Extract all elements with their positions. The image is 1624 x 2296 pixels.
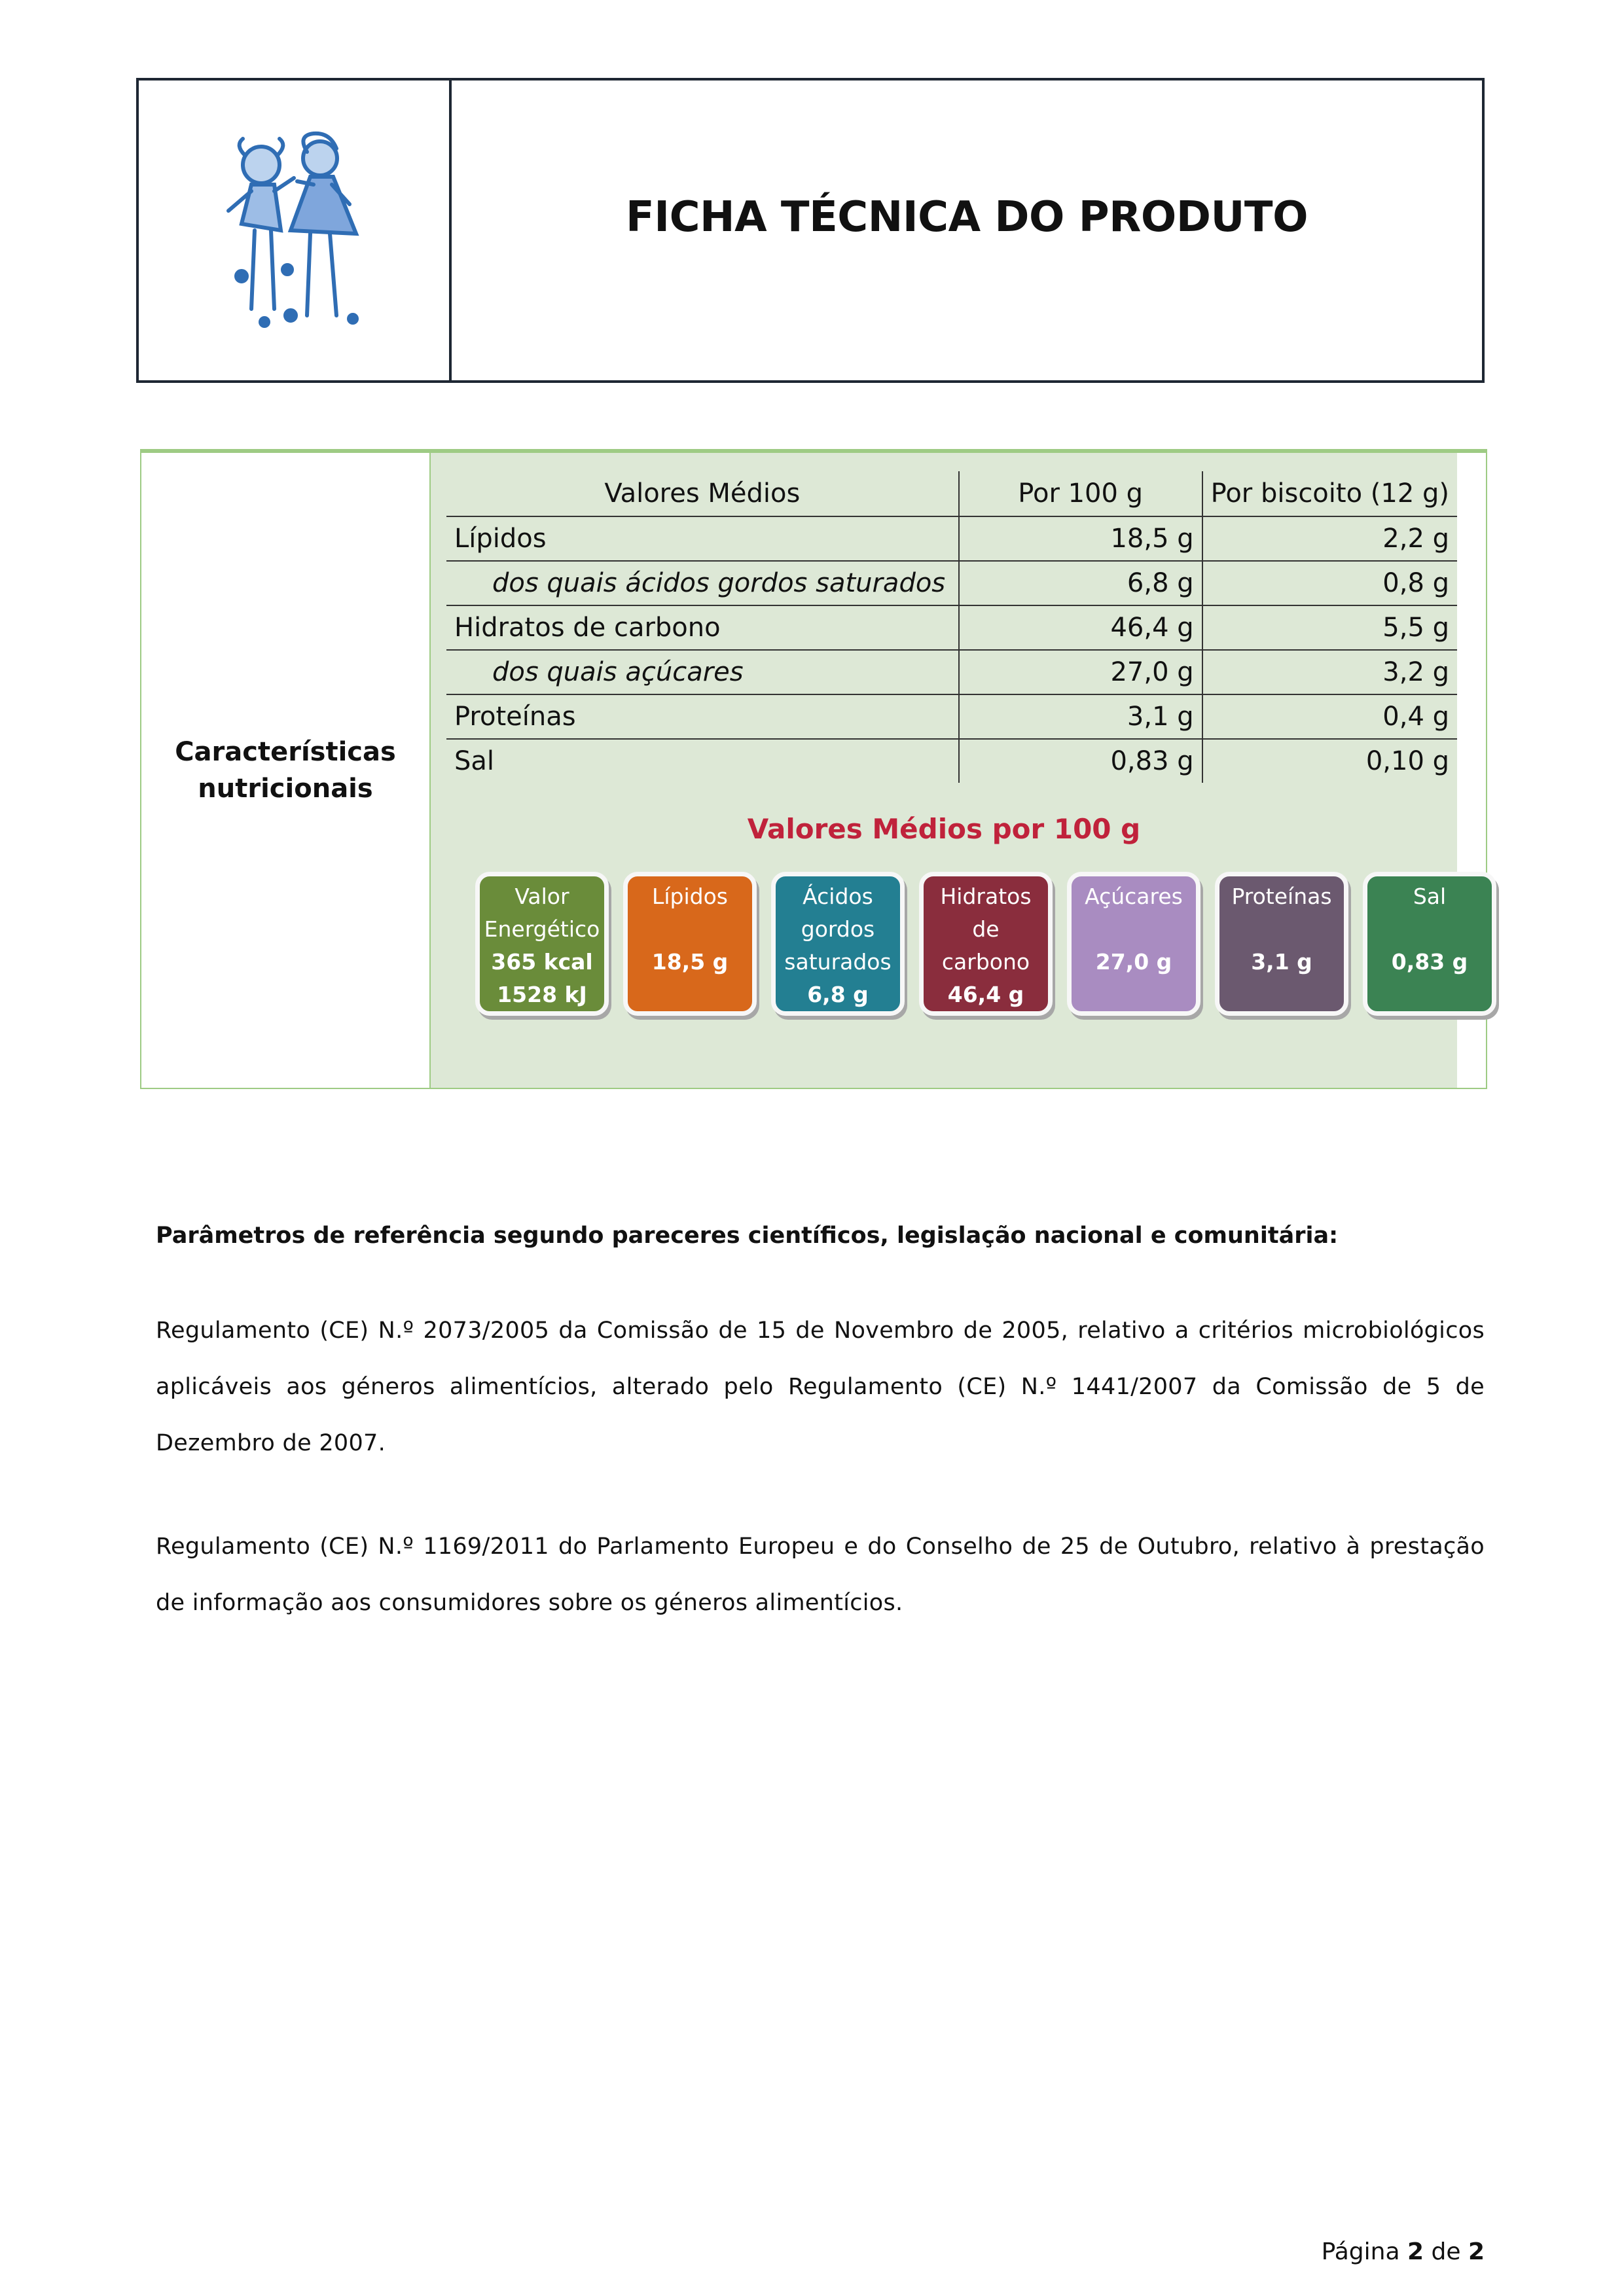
- badge-value: 27,0 g: [1095, 949, 1172, 975]
- nutrition-label-cell: [141, 453, 431, 1088]
- value-per-unit: 3,2 g: [1202, 650, 1457, 694]
- badge-value: 1528 kJ: [497, 982, 587, 1007]
- nutrient-name: Hidratos de carbono: [446, 605, 959, 650]
- badge-carbohydrates: [919, 872, 1053, 1016]
- value-per-100g: 0,83 g: [959, 739, 1202, 783]
- table-row: [446, 605, 1457, 650]
- table-row: [446, 561, 1457, 605]
- table-header-row: [446, 471, 1457, 516]
- page-footer: [1322, 2238, 1485, 2265]
- badge-value: 3,1 g: [1251, 949, 1312, 975]
- nutrition-label: Características nutricionais: [175, 737, 396, 804]
- value-per-100g: 27,0 g: [959, 650, 1202, 694]
- nutrient-name: dos quais açúcares: [446, 650, 959, 694]
- badge-sugars: [1067, 872, 1200, 1016]
- badge-energy: [475, 872, 609, 1016]
- document-title: FICHA TÉCNICA DO PRODUTO: [626, 193, 1308, 242]
- badge-label: Lípidos: [652, 884, 728, 909]
- gda-badges: [475, 872, 1496, 1016]
- footer-label: Página: [1321, 2238, 1400, 2265]
- column-header: Por 100 g: [959, 471, 1202, 516]
- regulation-paragraph: Regulamento (CE) N.º 2073/2005 da Comissão de 15 de Novembro de 2005, relativo a critérios microbiológicos aplicáveis aos géneros alimentícios, alterado pelo Regulamento (CE) N.º 1441/2007 da Comissão de 5 de Dezembro de 2007.: [156, 1318, 1485, 1456]
- nutrient-name: dos quais ácidos gordos saturados: [446, 561, 959, 605]
- badge-lipids: [623, 872, 757, 1016]
- title-cell: [452, 81, 1482, 380]
- nutrient-name: Sal: [446, 739, 959, 783]
- column-header: Por biscoito (12 g): [1202, 471, 1457, 516]
- badge-value: 18,5 g: [651, 949, 729, 975]
- value-per-100g: 6,8 g: [959, 561, 1202, 605]
- badge-value: 0,83 g: [1391, 949, 1468, 975]
- badge-label: Valor Energético: [484, 884, 600, 942]
- current-page: 2: [1407, 2238, 1424, 2265]
- badge-proteins: [1215, 872, 1348, 1016]
- badge-value: 6,8 g: [807, 982, 869, 1007]
- value-per-unit: 2,2 g: [1202, 516, 1457, 561]
- value-per-unit: 0,10 g: [1365, 746, 1449, 776]
- value-per-100g: 18,5 g: [959, 516, 1202, 561]
- value-per-unit: 0,4 g: [1202, 694, 1457, 739]
- document-header: [136, 78, 1485, 383]
- nutrient-name: Lípidos: [446, 516, 959, 561]
- table-row: [446, 739, 1457, 783]
- column-header: Valores Médios: [446, 471, 959, 516]
- badge-label: Sal: [1413, 884, 1447, 909]
- footer-of: de: [1431, 2238, 1461, 2265]
- nutrition-table: [446, 471, 1457, 783]
- table-row: [446, 694, 1457, 739]
- nutrition-section: [140, 449, 1487, 1089]
- value-per-unit: 5,5 g: [1202, 605, 1457, 650]
- badge-salt: [1363, 872, 1496, 1016]
- gda-title: Valores Médios por 100 g: [747, 813, 1141, 845]
- badge-value: 46,4 g: [947, 982, 1024, 1007]
- badge-label: Ácidos gordos saturados: [784, 884, 892, 975]
- nutrition-content: [431, 453, 1468, 1088]
- params-heading: Parâmetros de referência segundo pareceres científicos, legislação nacional e comunitária:: [156, 1223, 1339, 1249]
- illustration-two-girls-logo: [215, 119, 372, 342]
- value-per-unit: 0,8 g: [1202, 561, 1457, 605]
- table-row: [446, 650, 1457, 694]
- badge-value: 365 kcal: [491, 949, 593, 975]
- badge-label: Hidratos de carbono: [940, 884, 1032, 975]
- value-per-100g: 46,4 g: [959, 605, 1202, 650]
- badge-label: Açúcares: [1085, 884, 1183, 909]
- table-row: [446, 516, 1457, 561]
- total-pages: 2: [1468, 2238, 1485, 2265]
- badge-label: Proteínas: [1231, 884, 1332, 909]
- badge-saturates: [771, 872, 905, 1016]
- logo-cell: [139, 81, 452, 380]
- value-per-100g: 3,1 g: [959, 694, 1202, 739]
- nutrient-name: Proteínas: [446, 694, 959, 739]
- regulation-paragraph: Regulamento (CE) N.º 1169/2011 do Parlamento Europeu e do Conselho de 25 de Outubro, relativo à prestação de informação aos consumidores sobre os géneros alimentícios.: [156, 1534, 1485, 1616]
